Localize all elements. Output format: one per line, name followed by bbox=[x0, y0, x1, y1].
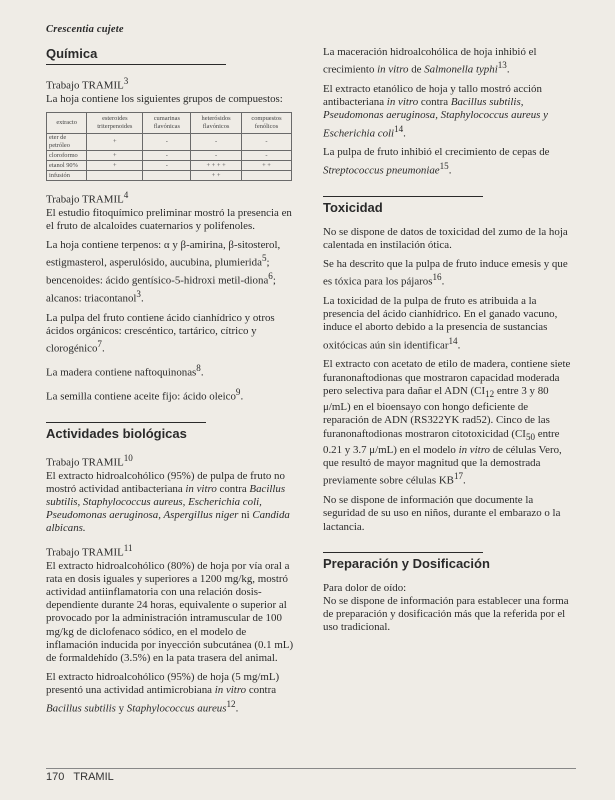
text-run: . bbox=[506, 63, 510, 76]
work-label: Trabajo TRAMIL bbox=[46, 79, 124, 92]
ref-superscript: 5 bbox=[261, 253, 267, 264]
text-run: . bbox=[403, 127, 406, 140]
section-quimica-title: Química bbox=[46, 46, 226, 65]
text-run: La hoja contiene terpenos: α y β-amirina, β-sitosterol, estigmasterol, asperulósido, aucubina, plumierida bbox=[46, 239, 281, 270]
subscript: 50 bbox=[525, 431, 536, 442]
text-run: in vitro bbox=[377, 63, 409, 76]
table-header-cell: esteroides triterpenoides bbox=[87, 113, 143, 134]
text-run: . bbox=[235, 702, 239, 715]
ref-superscript: 3 bbox=[136, 289, 141, 300]
footer-rule bbox=[46, 768, 576, 769]
text-run: in vitro bbox=[458, 443, 490, 456]
page-number: 170 bbox=[46, 771, 65, 783]
table-header-cell: extracto bbox=[47, 113, 87, 134]
table-cell bbox=[241, 171, 291, 181]
text-run: ni bbox=[238, 509, 253, 522]
table-cell: + + bbox=[191, 171, 242, 181]
section-quimica-heading bbox=[46, 46, 298, 65]
work-label: Trabajo TRAMIL bbox=[46, 546, 124, 559]
footer-label: TRAMIL bbox=[73, 771, 114, 783]
text-run: El extracto etanólico de hoja y tallo mostró acción antibacteriana bbox=[323, 83, 542, 109]
quimica-work1 bbox=[46, 75, 298, 93]
table-header-cell: heterósidos flavónicos bbox=[191, 113, 242, 134]
toxicidad-p5: No se dispone de información que documente la seguridad de su uso en niños, durante el embarazo o la lactancia. bbox=[323, 494, 561, 533]
text-run: ; bencenoides: ácido gentísico-5-hidroxi metil-diona bbox=[46, 257, 270, 287]
table-cell: cloroformo bbox=[47, 151, 87, 161]
table-cell: - bbox=[191, 151, 242, 161]
ref-superscript: 14 bbox=[448, 335, 458, 346]
text-run: La pulpa de fruto inhibió el crecimiento de cepas de bbox=[323, 146, 550, 159]
table-header-cell: cumarinas flavónicas bbox=[143, 113, 191, 134]
text-run: La pulpa del fruto contiene ácido cianhídrico y otros ácidos orgánicos: crescéntico, tartárico, cítrico y clorogénico bbox=[46, 311, 275, 355]
table-cell: - bbox=[191, 134, 242, 151]
left-column bbox=[46, 46, 298, 721]
ref-superscript: 14 bbox=[394, 123, 404, 134]
text-run: El extracto hidroalcohólico (95%) de hoja (5 mg/mL) presentó una actividad antimicrobiana bbox=[46, 671, 280, 697]
actividades-work2 bbox=[46, 542, 298, 560]
ref-superscript: 6 bbox=[268, 271, 273, 282]
species-name: Salmonella typhi bbox=[424, 63, 498, 76]
section-toxicidad-title: Toxicidad bbox=[323, 199, 383, 215]
work-label: Trabajo TRAMIL bbox=[46, 456, 124, 469]
ref-superscript: 12 bbox=[226, 698, 236, 709]
text-run: El extracto hidroalcohólico (95%) de pulpa de fruto no mostró actividad antibacteriana bbox=[46, 469, 285, 495]
table-row bbox=[47, 171, 292, 181]
text-run: . bbox=[448, 164, 452, 177]
text-run: . bbox=[463, 474, 466, 487]
actividades-p4 bbox=[323, 46, 575, 77]
quimica-pulpa: La pulpa del fruto contiene ácido cianhídrico y otros ácidos orgánicos: crescéntico, tartárico, cítrico y clorogénico$^7$. bbox=[46, 311, 275, 355]
actividades-work1 bbox=[46, 452, 298, 470]
table-row bbox=[47, 161, 292, 171]
section-actividades-heading bbox=[46, 422, 298, 442]
table-cell: eter de petróleo bbox=[47, 134, 87, 151]
text-run: . bbox=[457, 339, 461, 352]
species-list: Bacillus subtilis, Staphylococcus aureus, Escherichia coli, Pseudomonas aeruginosa, Aspergillus niger bbox=[46, 482, 286, 522]
ref-superscript: 8 bbox=[196, 363, 201, 374]
actividades-p6 bbox=[323, 146, 575, 177]
actividades-p3 bbox=[46, 671, 298, 715]
text-run: de bbox=[408, 63, 425, 76]
table-cell: + bbox=[87, 134, 143, 151]
text-run: . bbox=[441, 275, 445, 288]
species-name: Staphylococcus aureus bbox=[126, 702, 227, 715]
section-actividades-title: Actividades biológicas bbox=[46, 425, 187, 441]
text-run: La semilla contiene aceite fijo: ácido oleico bbox=[46, 390, 236, 403]
table-cell: - bbox=[241, 151, 291, 161]
table-header-cell: compuestos fenólicos bbox=[241, 113, 291, 134]
text-run: Se ha descrito que la pulpa de fruto induce emesis y que es tóxica para los pájaros bbox=[323, 257, 568, 288]
ref-superscript: 4 bbox=[123, 190, 129, 201]
table-cell: infusión bbox=[47, 171, 87, 181]
text-run: y bbox=[115, 702, 127, 715]
preparacion-p1: No se dispone de información para establecer una forma de preparación y dosificación más que la referida por el uso tradicional. bbox=[323, 594, 569, 634]
toxicidad-p4 bbox=[323, 358, 575, 488]
species-list: Bacillus subtilis, Pseudomonas aeruginosa, Staphylococcus aureus y Escherichia coli bbox=[323, 96, 548, 140]
ref-superscript: 17 bbox=[453, 471, 464, 482]
table-cell bbox=[143, 171, 191, 181]
quimica-intro: La hoja contiene los siguientes grupos de compuestos: bbox=[46, 92, 283, 105]
section-rule bbox=[323, 196, 483, 197]
page-footer bbox=[46, 771, 114, 783]
toxicidad-p1: No se dispone de datos de toxicidad del zumo de la hoja calentada en instilación ótica. bbox=[323, 225, 568, 251]
quimica-semilla: La semilla contiene aceite fijo: ácido oleico$^9$. bbox=[46, 387, 244, 403]
running-head-title: Crescentia cujete bbox=[46, 24, 124, 35]
table-cell: + bbox=[87, 161, 143, 171]
text-run: entre 0.21 y 3.7 μ/mL) en el modelo bbox=[323, 427, 560, 456]
text-run: . bbox=[140, 292, 144, 305]
table-cell: - bbox=[241, 134, 291, 151]
section-preparacion-heading bbox=[323, 552, 575, 572]
text-run: contra bbox=[246, 684, 277, 697]
table-cell: + + bbox=[241, 161, 291, 171]
ref-superscript: 11 bbox=[123, 542, 133, 553]
text-run: La toxicidad de la pulpa de fruto es atribuida a la presencia del ácido cianhídrico. En el ganado vacuno, induce el aborto debido a la presencia de sustancias oxitócicas aún sin identificar bbox=[323, 294, 558, 352]
quimica-fitoquimico: El estudio fitoquímico preliminar mostró la presencia en el fruto de alcaloides cuaternarios y polifenoles. bbox=[46, 206, 292, 233]
table-cell: - bbox=[143, 134, 191, 151]
actividades-p5 bbox=[323, 83, 575, 140]
ref-superscript: 13 bbox=[497, 60, 507, 71]
compounds-table bbox=[46, 112, 292, 181]
quimica-madera: La madera contiene naftoquinonas$^8$. bbox=[46, 363, 204, 379]
text-run: contra bbox=[418, 96, 451, 109]
actividades-p2: El extracto hidroalcohólico (80%) de hoja por vía oral a rata en dosis iguales y superiores a 1200 mg/kg, mostró actividad antiinflamatoria con una relación dosis-dependiente durante 24 horas, equivalente o superior al provocado por la administración intramuscular de 100 mg/kg de diclofenaco sódico, en el modelo de inflamación inducida por inyección subcutánea (0.1 mL) de formaldehído (3.5%) en la pata trasera del animal. bbox=[46, 559, 294, 664]
species-name: Candida albicans. bbox=[46, 509, 290, 535]
table-cell: etanol 90% bbox=[47, 161, 87, 171]
subscript: 12 bbox=[485, 388, 495, 399]
text-run: La madera contiene naftoquinonas bbox=[46, 366, 197, 379]
right-column bbox=[323, 46, 575, 641]
text-run: ; alcanos: triacontanol bbox=[46, 274, 276, 305]
species-name: Bacillus subtilis bbox=[46, 702, 116, 715]
text-run: de células Vero, que resultó de mayor magnitud que la demostrada previamente sobre células KB bbox=[323, 443, 562, 487]
section-toxicidad-heading bbox=[323, 196, 575, 216]
toxicidad-p3 bbox=[323, 295, 575, 352]
text-run: El extracto con acetato de etilo de madera, contiene siete furanonaftodionas que mostraron capacidad moderada pero selectiva para dañar el ADN (CI bbox=[323, 358, 571, 397]
ref-superscript: 15 bbox=[439, 160, 449, 171]
text-run: contra bbox=[216, 482, 250, 495]
section-rule bbox=[46, 422, 206, 423]
table-cell: + bbox=[87, 151, 143, 161]
table-cell: + + + + bbox=[191, 161, 242, 171]
ref-superscript: 7 bbox=[97, 339, 102, 350]
text-run: La maceración hidroalcohólica de hoja inhibió el crecimiento bbox=[323, 46, 537, 76]
quimica-work2 bbox=[46, 189, 298, 207]
table-cell: - bbox=[143, 151, 191, 161]
work-label: Trabajo TRAMIL bbox=[46, 193, 124, 206]
table-header-row bbox=[47, 113, 292, 134]
ref-superscript: 9 bbox=[235, 387, 241, 398]
section-rule bbox=[323, 552, 483, 553]
section-preparacion-title: Preparación y Dosificación bbox=[323, 555, 490, 571]
text-run: entre 3 y 80 μ/mL) en el bioensayo con hongo deficiente de reparación de ADN (RS322YK rad52). Cinco de las furanonaftodionas mostraron citotoxicidad (CI bbox=[323, 384, 550, 440]
table-cell bbox=[87, 171, 143, 181]
table-row bbox=[47, 151, 292, 161]
species-name: Streptococcus pneumoniae bbox=[323, 164, 440, 177]
text-run: in vitro bbox=[386, 96, 419, 109]
ref-superscript: 3 bbox=[123, 76, 129, 86]
table-cell: - bbox=[143, 161, 191, 171]
quimica-hoja bbox=[46, 239, 298, 306]
text-run: in vitro bbox=[185, 482, 217, 495]
ref-superscript: 10 bbox=[123, 452, 133, 463]
actividades-p1 bbox=[46, 470, 298, 536]
ref-superscript: 16 bbox=[432, 272, 442, 283]
table-row bbox=[47, 134, 292, 151]
preparacion-subhead: Para dolor de oído: bbox=[323, 581, 407, 594]
toxicidad-p2 bbox=[323, 258, 575, 289]
text-run: in vitro bbox=[214, 684, 247, 697]
